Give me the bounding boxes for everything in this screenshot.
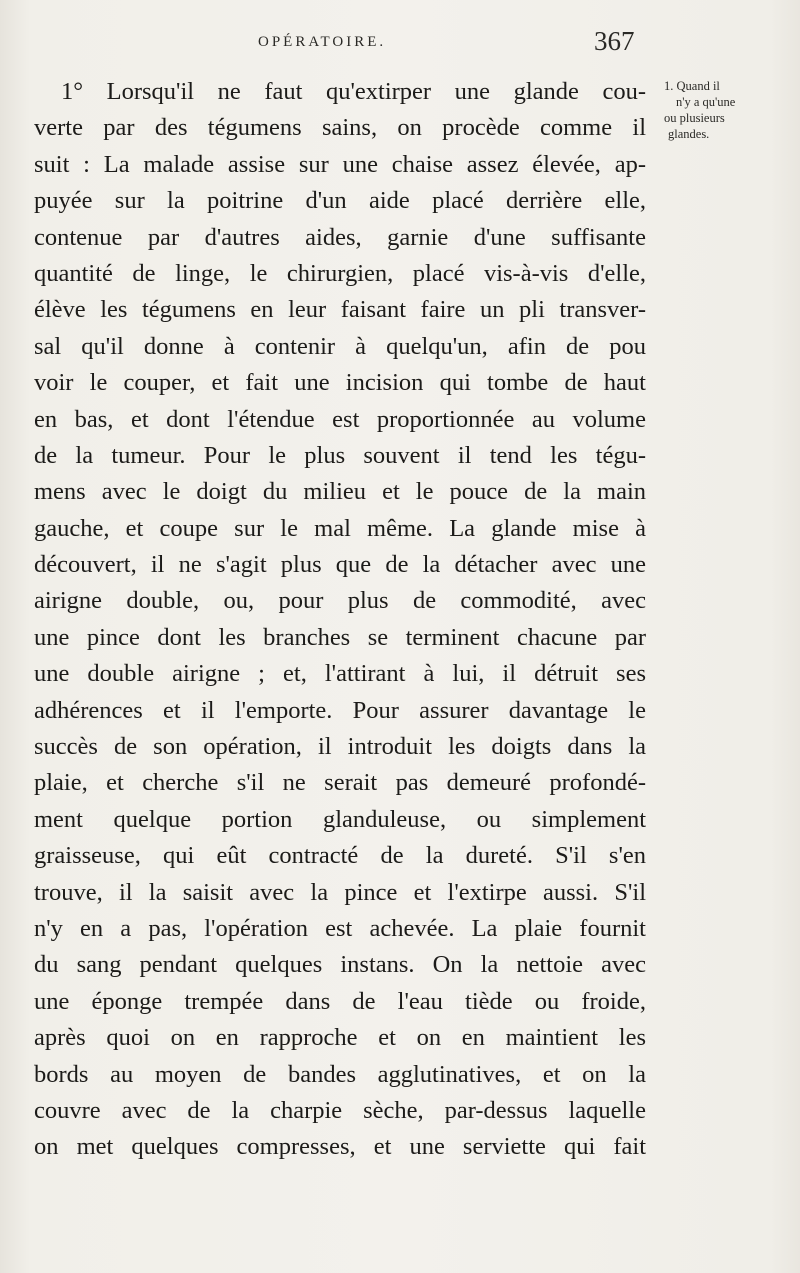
text-line: du sang pendant quelques instans. On la nettoie avec [34, 951, 646, 979]
text-line: n'y en a pas, l'opération est achevée. La plaie fournit [34, 914, 646, 942]
text-line: couvre avec de la charpie sèche, par-dessus laquelle [34, 1096, 646, 1124]
page-number: 367 [594, 26, 635, 56]
text-line: voir le couper, et fait une incision qui tombe de haut [34, 369, 646, 397]
text-line: une éponge trempée dans de l'eau tiède ou froide, [34, 987, 646, 1015]
text-line: succès de son opération, il introduit les doigts dans la [34, 733, 646, 761]
running-head: OPÉRATOIRE. [258, 34, 387, 50]
body-text [34, 74, 646, 1166]
text-line: puyée sur la poitrine d'un aide placé derrière elle, [34, 187, 646, 215]
text-line: verte par des tégumens sains, on procède comme il [34, 114, 646, 142]
text-line: sal qu'il donne à contenir à quelqu'un, afin de pou [34, 332, 646, 360]
text-line: suit : La malade assise sur une chaise assez élevée, ap- [34, 150, 646, 178]
text-line: mens avec le doigt du milieu et le pouce de la main [34, 478, 646, 506]
margin-note-line: 1. Quand il [664, 79, 720, 93]
margin-note-line: ou plusieurs [664, 111, 725, 125]
text-line: 1° Lorsqu'il ne faut qu'extirper une glande cou- [61, 78, 646, 105]
text-line: adhérences et il l'emporte. Pour assurer davantage le [34, 696, 646, 724]
text-line: ment quelque portion glanduleuse, ou simplement [34, 805, 646, 833]
margin-note-line: glandes. [668, 127, 710, 141]
text-line: découvert, il ne s'agit plus que de la détacher avec une [34, 551, 646, 579]
text-line: plaie, et cherche s'il ne serait pas demeuré profondé- [34, 769, 646, 797]
text-line: airigne double, ou, pour plus de commodité, avec [34, 587, 646, 615]
text-line: quantité de linge, le chirurgien, placé vis-à-vis d'elle, [34, 259, 646, 287]
text-line: graisseuse, qui eût contracté de la dureté. S'il s'en [34, 842, 646, 870]
text-line: élève les tégumens en leur faisant faire un pli transver- [34, 296, 646, 324]
text-line: bords au moyen de bandes agglutinatives, et on la [34, 1060, 646, 1088]
margin-note-line: n'y a qu'une [676, 95, 736, 109]
text-line: on met quelques compresses, et une serviette qui fait [34, 1133, 646, 1161]
text-line: après quoi on en rapproche et on en maintient les [34, 1024, 646, 1052]
margin-note [664, 78, 794, 142]
text-line: une double airigne ; et, l'attirant à lui, il détruit ses [34, 660, 646, 688]
text-line: contenue par d'autres aides, garnie d'une suffisante [34, 223, 646, 251]
text-line: en bas, et dont l'étendue est proportionnée au volume [34, 405, 646, 433]
text-line: gauche, et coupe sur le mal même. La glande mise à [34, 514, 646, 542]
text-line: trouve, il la saisit avec la pince et l'extirpe aussi. S'il [34, 878, 646, 906]
text-line: de la tumeur. Pour le plus souvent il tend les tégu- [34, 441, 646, 469]
text-line: une pince dont les branches se terminent chacune par [34, 623, 646, 651]
